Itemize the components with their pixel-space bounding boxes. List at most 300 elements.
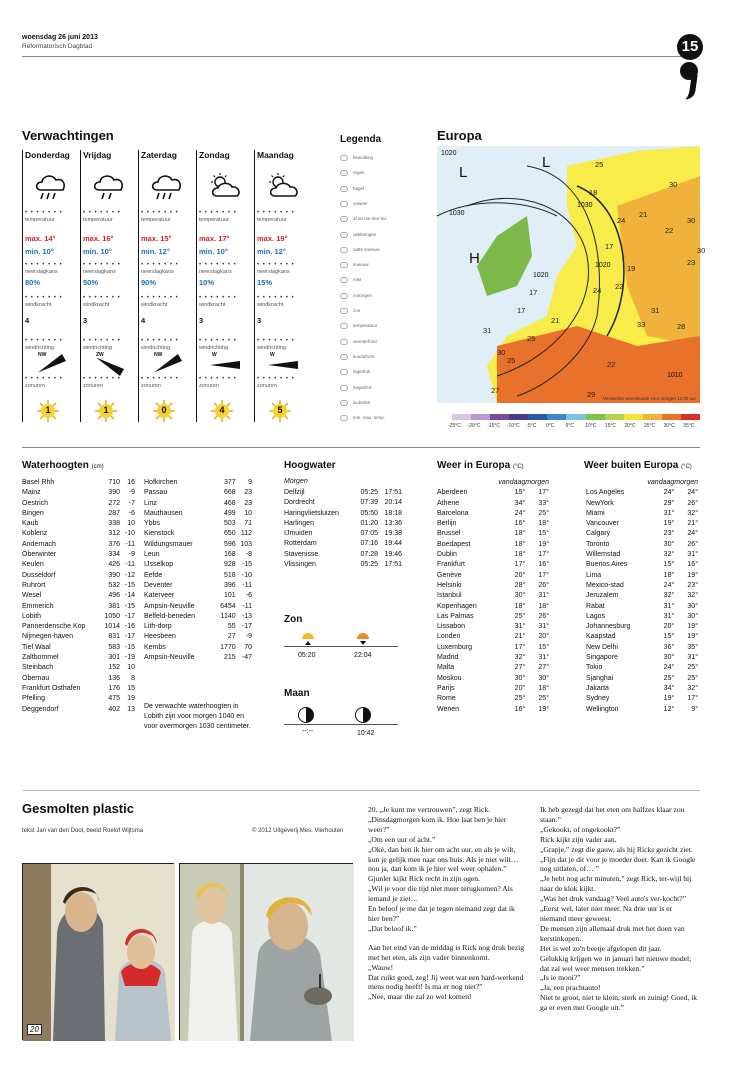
table-cell: 17° — [538, 551, 549, 559]
min-label: min. — [25, 247, 43, 256]
table-cell: Boedapest — [437, 540, 471, 548]
table-cell: Istanbul — [437, 592, 462, 600]
forecast-day-1 — [80, 150, 135, 422]
story-paragraph: „Om een uur of acht.” — [368, 834, 436, 844]
table-cell: 18° — [514, 551, 526, 559]
legend-symbol-icon — [340, 400, 348, 406]
story-paragraph: Niet te groot, niet te klein, sterk en zuinig! Goed, ik ga er even met Google uit.” — [540, 993, 698, 1013]
map-temperature: 31 — [483, 326, 492, 335]
scale-swatch — [643, 414, 662, 420]
dotted-rule: • • • • • • • — [199, 338, 237, 344]
map-temperature: 23 — [687, 258, 696, 267]
table-cell: Frankfurt Osthafen — [22, 684, 81, 692]
legend-item — [340, 262, 369, 272]
table-cell: Toronto — [586, 540, 610, 548]
legend-symbol-icon — [340, 415, 348, 421]
legend-label: af en toe een bui — [353, 216, 387, 222]
table-header-cell — [586, 478, 647, 488]
table-cell: 1014 — [104, 623, 121, 631]
table-cell: 21° — [687, 520, 698, 528]
table-row — [144, 560, 252, 570]
table-cell: -11 — [125, 561, 135, 569]
story-paragraph: Het is wel zo'n beetje afgelopen dit jaar. — [540, 943, 662, 953]
table-cell: Los Angeles — [586, 489, 625, 497]
table-cell: 26° — [538, 612, 549, 620]
scale-label: -15°C — [487, 423, 501, 429]
table-cell: 28° — [514, 581, 526, 589]
table-cell: Mexico-stad — [586, 581, 624, 589]
table-cell: -12 — [124, 571, 135, 579]
table-header-cell: morgen — [525, 479, 549, 486]
table-cell: Ampsin-Neuville — [144, 654, 195, 662]
table-cell: 19° — [663, 520, 675, 528]
table-cell: 10 — [127, 520, 135, 528]
table-cell: 31° — [663, 612, 675, 620]
table-row — [22, 478, 135, 488]
legend-symbol-icon — [340, 323, 348, 329]
page-number: 15 — [677, 34, 703, 60]
max-label: max. — [83, 234, 103, 243]
table-cell: 24° — [514, 509, 526, 517]
dotted-rule: • • • • • • • — [199, 210, 237, 216]
table-cell: Hofkirchen — [144, 479, 178, 486]
table-row — [144, 499, 252, 509]
rain-chance: 90% — [141, 278, 157, 287]
table-cell: Andernach — [22, 540, 56, 548]
table-row — [586, 581, 698, 591]
table-cell: 31° — [663, 602, 675, 610]
table-cell: 496 — [108, 592, 121, 600]
table-cell: Mainz — [22, 489, 41, 497]
map-temperature: 19 — [627, 264, 636, 273]
table-row — [284, 509, 402, 519]
table-cell: -13 — [241, 612, 252, 620]
table-cell: 215 — [224, 654, 236, 662]
table-cell: Miami — [586, 509, 605, 517]
dotted-rule: • • • • • • • — [141, 295, 179, 301]
table-cell: Ruhrort — [22, 581, 46, 589]
label-temp: temperatuur — [257, 217, 287, 223]
wind-direction-label: W — [212, 352, 217, 358]
table-row — [437, 550, 549, 560]
table-cell: Pfelling — [22, 695, 45, 703]
sunset-time: 22:04 — [354, 652, 372, 659]
table-row — [437, 540, 549, 550]
table-cell: Kaub — [22, 520, 39, 528]
legend-item — [340, 293, 372, 303]
table-row — [437, 529, 549, 539]
rain-chance: 50% — [83, 278, 99, 287]
scale-label: -20°C — [467, 423, 481, 429]
table-cell: Wellington — [586, 705, 619, 713]
table-cell: Koblenz — [22, 530, 48, 538]
table-cell: 15° — [538, 643, 549, 651]
table-cell: 8 — [131, 674, 135, 682]
table-cell: -10 — [241, 571, 252, 579]
table-cell: Kembs — [144, 643, 166, 651]
label-sun: zonuren — [141, 383, 161, 389]
legend-item — [340, 277, 361, 287]
table-cell: 15° — [663, 561, 675, 569]
table-header-cell: vandaag — [647, 479, 675, 486]
table-row — [586, 571, 698, 581]
table-cell: 25° — [538, 695, 549, 703]
legend-label: lagedruk — [353, 369, 371, 375]
sun-hours-value: 1 — [45, 405, 51, 415]
scale-label: -10°C — [506, 423, 520, 429]
table-cell: Emmerich — [22, 602, 54, 610]
table-cell: Moskou — [437, 674, 462, 682]
table-cell: 31° — [687, 551, 698, 559]
table-cell: 26° — [687, 499, 698, 507]
isobar-label: 1020 — [595, 262, 611, 269]
scale-swatch — [586, 414, 605, 420]
table-cell: 17:51 — [384, 489, 402, 496]
table-cell: 18° — [514, 602, 526, 610]
legend-item — [340, 170, 365, 180]
table-cell: 55 — [227, 623, 236, 631]
table-cell: Zaltbommel — [22, 654, 59, 662]
table-row — [437, 488, 549, 498]
table-row — [22, 529, 135, 539]
table-row — [144, 612, 252, 622]
table-cell: -14 — [124, 592, 135, 600]
table-cell: Heesbeen — [144, 633, 176, 641]
table-cell: Berlijn — [437, 520, 457, 528]
sun-hours-value: 4 — [219, 405, 225, 415]
table-cell: 15° — [514, 489, 526, 497]
table-cell: Willemstad — [586, 551, 621, 559]
story-paragraph: „Ja, een prachtauto! — [540, 983, 601, 993]
table-row — [586, 622, 698, 632]
table-cell: 112 — [240, 530, 252, 538]
table-cell: 01:20 — [360, 519, 378, 527]
dotted-rule: • • • • • • • — [199, 262, 237, 268]
table-row — [144, 653, 252, 663]
table-row — [22, 560, 135, 570]
min-value: 10° — [216, 247, 228, 256]
legend-item — [340, 155, 373, 165]
label-temp: temperatuur — [141, 217, 171, 223]
table-row — [284, 519, 402, 529]
dotted-rule: • • • • • • • — [25, 338, 63, 344]
table-cell: Delfzijl — [284, 489, 305, 496]
table-cell: -15 — [124, 602, 135, 610]
table-cell: 26° — [687, 540, 698, 548]
table-cell: 12° — [663, 705, 675, 713]
label-temp: temperatuur — [83, 217, 113, 223]
table-cell: -8 — [245, 551, 252, 559]
table-cell: Lima — [586, 571, 602, 579]
comic-title: Gesmolten plastic — [22, 801, 134, 816]
table-cell: 532 — [108, 581, 121, 589]
comma-logo-tail — [684, 73, 698, 100]
table-cell: 390 — [108, 571, 121, 579]
min-label: min. — [83, 247, 101, 256]
table-header-row — [437, 478, 549, 488]
table-cell: Deventer — [144, 581, 173, 589]
table-cell: Brussel — [437, 530, 461, 538]
table-cell: 23° — [663, 530, 675, 538]
temperature-scale-labels — [448, 423, 704, 431]
table-cell: 25° — [514, 612, 526, 620]
table-cell: 24° — [663, 581, 675, 589]
header-paper-name: Reformatorisch Dagblad — [22, 43, 93, 50]
table-cell: 25° — [663, 674, 675, 682]
label-rain: neerslagkans — [257, 269, 290, 275]
table-cell: Kienstock — [144, 530, 175, 538]
table-cell: 32° — [687, 684, 698, 692]
table-cell: 19° — [538, 705, 549, 713]
legend-symbol-icon — [340, 354, 348, 360]
story-paragraph: „Gekookt, of ongekookt?” — [540, 824, 621, 834]
table-row — [144, 478, 252, 488]
legend-label: motregen — [353, 292, 373, 298]
table-cell: 18° — [538, 684, 549, 692]
legend-label: min. max. temp. — [353, 415, 386, 421]
table-row — [586, 540, 698, 550]
table-cell: Calgary — [586, 530, 611, 538]
legend-symbol-icon — [340, 385, 348, 391]
label-rain: neerslagkans — [25, 269, 58, 275]
table-row — [22, 643, 135, 653]
table-cell: 596 — [224, 540, 236, 548]
table-cell: 32° — [663, 551, 675, 559]
legend-symbol-icon — [340, 293, 348, 299]
forecast-panel — [22, 150, 340, 422]
comic-credit-author: tekst Jan van den Dool, beeld Roelof Wijtsma — [22, 828, 144, 834]
table-cell: Dublin — [437, 551, 457, 559]
table-cell: -15 — [124, 643, 135, 651]
table-cell: -47 — [241, 654, 252, 662]
table-header-cell: vandaag — [498, 479, 526, 486]
forecast-title: Verwachtingen — [22, 128, 114, 143]
label-dir: windrichting — [83, 345, 113, 351]
map-temperature: 22 — [607, 360, 616, 369]
scale-swatch — [547, 414, 566, 420]
legend-symbol-icon — [340, 232, 348, 238]
table-row — [437, 519, 549, 529]
weer-buiten-table — [586, 478, 698, 715]
table-cell: 32° — [663, 592, 675, 600]
legend-label: koudefront — [353, 354, 375, 360]
table-cell: 396 — [224, 581, 236, 589]
table-cell: Frankfurt — [437, 561, 466, 569]
table-cell: 287 — [108, 509, 121, 517]
table-cell: 19 — [127, 695, 135, 703]
min-value: 12° — [158, 247, 170, 256]
table-cell: 34° — [663, 684, 675, 692]
legend-item — [340, 369, 370, 379]
scale-label: -5°C — [526, 423, 537, 429]
story-paragraph: Ik heb gezegd dat het eten om halfzes klaar zou staan.” — [540, 805, 685, 824]
label-wind: windkracht — [199, 302, 226, 308]
min-value: 12° — [274, 247, 286, 256]
legend-label: natte sneeuw — [353, 246, 380, 252]
section-divider — [22, 447, 700, 448]
table-cell: -9 — [245, 633, 252, 641]
table-cell: 18° — [663, 571, 675, 579]
table-cell: Harlingen — [284, 519, 314, 527]
hoogwater-table — [284, 488, 402, 570]
table-cell: Leun — [144, 551, 160, 559]
table-cell: 29° — [663, 499, 675, 507]
table-cell: 18° — [538, 520, 549, 528]
table-row — [22, 632, 135, 642]
table-cell: Singapore — [586, 654, 618, 662]
scale-label: 0°C — [546, 423, 555, 429]
table-cell: Katerveer — [144, 592, 175, 600]
legend-item — [340, 216, 387, 226]
dotted-rule: • • • • • • • — [141, 210, 179, 216]
forecast-max — [83, 234, 114, 243]
table-row — [284, 529, 402, 539]
dotted-rule: • • • • • • • — [257, 210, 295, 216]
scale-label: 10°C — [585, 423, 597, 429]
table-cell: Rotterdam — [284, 540, 317, 548]
table-cell: 15° — [663, 633, 675, 641]
table-row — [22, 694, 135, 704]
comic-credit-publisher: © 2012 Uitgeverij Mes, Vierhouten — [252, 828, 344, 834]
maan-title: Maan — [284, 688, 310, 699]
sun-hours-icon — [211, 400, 233, 422]
table-cell: 25° — [687, 664, 698, 672]
wind-direction-label: ZW — [96, 352, 104, 358]
wind-force: 3 — [199, 316, 204, 325]
legend-list — [340, 150, 430, 430]
scale-swatch — [662, 414, 681, 420]
table-row — [22, 550, 135, 560]
table-cell: 17° — [538, 489, 549, 497]
zon-horizon — [284, 646, 398, 647]
table-cell: 928 — [224, 561, 236, 569]
table-cell: 19:44 — [384, 540, 402, 548]
table-cell: 16° — [687, 561, 698, 569]
table-cell: -15 — [124, 581, 135, 589]
table-cell: 07:05 — [360, 530, 378, 538]
table-cell: 23 — [244, 499, 252, 507]
story-column-2 — [540, 805, 698, 1013]
isobar-label: 1020 — [441, 150, 457, 157]
legend-item — [340, 201, 368, 211]
table-row — [586, 694, 698, 704]
legend-label: opklaringen — [353, 231, 377, 237]
table-cell: 176 — [108, 684, 121, 692]
table-row — [586, 509, 698, 519]
table-row — [144, 509, 252, 519]
table-cell: 20° — [663, 623, 675, 631]
dotted-rule: • • • • • • • — [257, 262, 295, 268]
table-cell: 16° — [538, 561, 549, 569]
table-cell: 15° — [538, 530, 549, 538]
table-cell: 19° — [687, 633, 698, 641]
map-temperature: 24 — [617, 216, 626, 225]
label-wind: windkracht — [83, 302, 110, 308]
dotted-rule: • • • • • • • — [141, 262, 179, 268]
table-cell: Helsinki — [437, 581, 462, 589]
map-temperature: 25 — [527, 334, 536, 343]
table-cell: 831 — [108, 633, 121, 641]
sunset-icon — [357, 633, 369, 639]
table-cell: 18° — [538, 602, 549, 610]
table-cell: Athene — [437, 499, 460, 507]
label-rain: neerslagkans — [199, 269, 232, 275]
forecast-day-name: Zondag — [199, 150, 230, 160]
max-label: max. — [141, 234, 161, 243]
table-cell: Kopenhagen — [437, 602, 477, 610]
legend-symbol-icon — [340, 277, 348, 283]
scale-label: 5°C — [565, 423, 574, 429]
table-cell: 19° — [687, 571, 698, 579]
table-cell: 25° — [538, 509, 549, 517]
scale-label: -25°C — [448, 423, 461, 429]
table-cell: 312 — [108, 530, 121, 538]
table-cell: 101 — [224, 592, 236, 600]
forecast-min — [83, 247, 112, 256]
table-cell: -10 — [124, 530, 135, 538]
legend-item — [340, 385, 372, 395]
table-cell: 31° — [538, 654, 549, 662]
table-cell: IJsselkop — [144, 561, 174, 569]
table-cell: 25° — [514, 695, 526, 703]
label-sun: zonuren — [83, 383, 103, 389]
forecast-min — [141, 247, 170, 256]
sunrise-icon — [302, 633, 314, 639]
table-cell: Sjanghai — [586, 674, 614, 682]
min-value: 10° — [100, 247, 112, 256]
table-cell: 381 — [108, 602, 121, 610]
table-cell: 24° — [663, 489, 675, 497]
table-cell: 668 — [224, 489, 236, 497]
table-cell: 71 — [244, 520, 252, 528]
table-cell: 18° — [514, 530, 526, 538]
table-row — [437, 602, 549, 612]
table-row — [284, 550, 402, 560]
legend-label: zon — [353, 308, 361, 314]
table-row — [22, 591, 135, 601]
scale-label: 15°C — [604, 423, 616, 429]
legend-item — [340, 354, 374, 364]
table-cell: 27° — [538, 664, 549, 672]
weer-europa-table — [437, 478, 549, 715]
table-row — [586, 560, 698, 570]
moonrise-icon — [298, 707, 314, 723]
table-cell: 70 — [244, 643, 252, 651]
table-cell: 31° — [514, 623, 526, 631]
legend-symbol-icon — [340, 170, 348, 176]
table-cell: 376 — [108, 540, 121, 548]
rain-chance: 15% — [257, 278, 273, 287]
label-dir: windrichting — [141, 345, 171, 351]
table-cell: -7 — [128, 499, 135, 507]
dotted-rule: • • • • • • • — [141, 338, 179, 344]
table-cell: 272 — [108, 499, 121, 507]
table-cell: -16 — [124, 623, 135, 631]
table-row — [144, 632, 252, 642]
sun-hours-icon — [269, 400, 291, 422]
table-row — [586, 519, 698, 529]
table-cell: Ampsin-Neuville — [144, 602, 195, 610]
story-paragraph: „Wil je voor die tijd niet meer terugkomen? Als iemand je ziet… — [368, 884, 513, 904]
table-cell: Tokio — [586, 664, 603, 672]
rain-cloud-icon — [33, 172, 67, 202]
table-row — [437, 674, 549, 684]
table-row — [437, 560, 549, 570]
table-cell: 1140 — [220, 612, 236, 620]
forecast-day-name: Zaterdag — [141, 150, 177, 160]
legend-item — [340, 308, 360, 318]
comic-panel-2-art — [180, 864, 354, 1041]
